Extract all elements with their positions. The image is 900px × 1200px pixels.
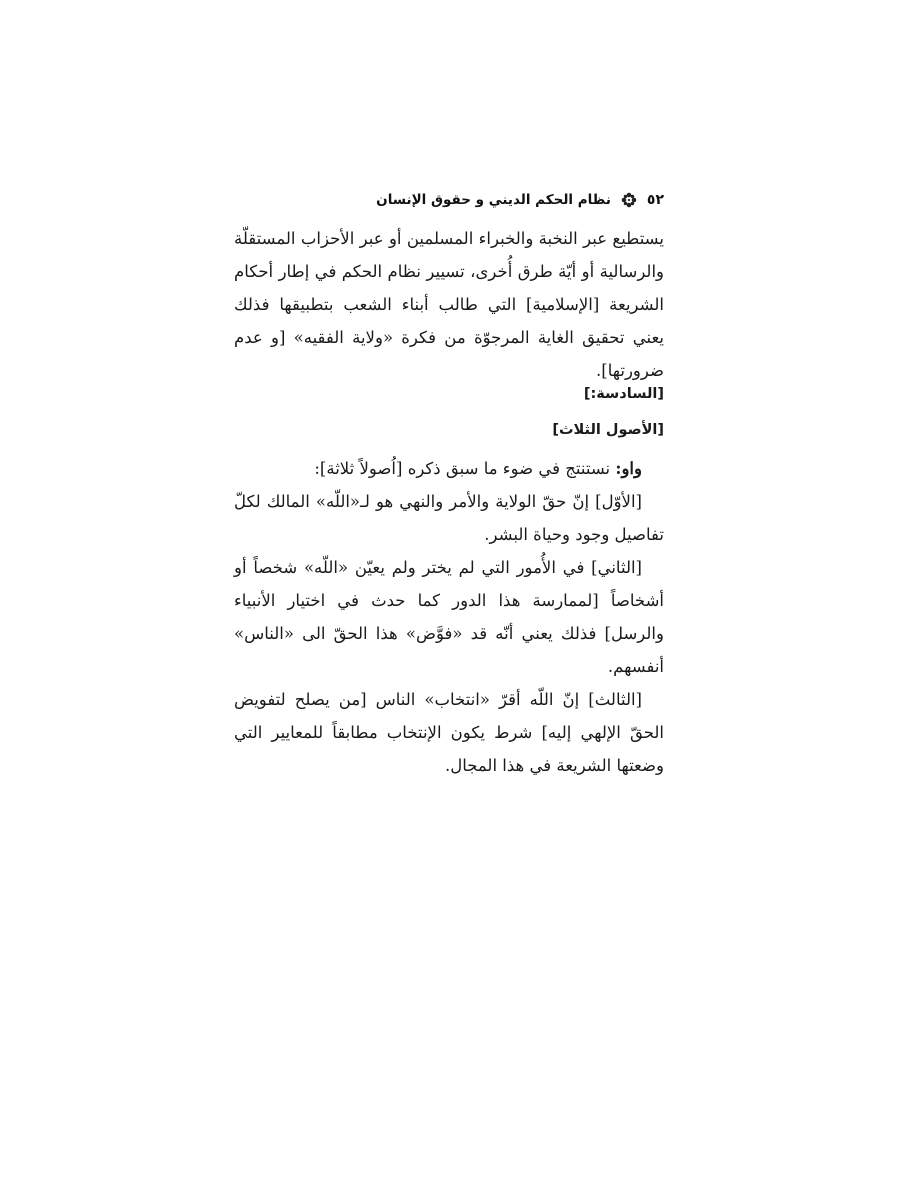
principle-third: [الثالث] إنّ اللّه أقرّ «انتخاب» الناس [من يصلح لتفويض الحقّ الإلهي إليه] شرط يكون الإنتخاب مطابقاً للمعايير التي وضعتها الشريعة في هذا المجال. xyxy=(234,690,664,775)
section-heading: [السادسة:] xyxy=(583,386,664,402)
principle-second: [الثاني] في الأُمور التي لم يختر ولم يعيّن «اللّه» شخصاً أو أشخاصاً [لممارسة هذا الدور كما حدث في اختيار الأنبياء والرسل] فذلك يعني أنّه قد «فوَّض» هذا الحقّ الى «الناس» أنفسهم. xyxy=(234,558,664,676)
page-header xyxy=(234,186,664,214)
principle-first: [الأوّل] إنّ حقّ الولاية والأمر والنهي هو لـ«اللّه» المالك لكلّ تفاصيل وجود وحياة البشر. xyxy=(234,492,664,544)
page-number: ٥٢ xyxy=(646,192,664,208)
section-subheading: [الأصول الثلاث] xyxy=(552,422,664,438)
intro-line-text: نستنتج في ضوء ما سبق ذكره [اُصولاً ثلاثة]: xyxy=(314,459,616,478)
running-title: نظام الحكم الديني و حقوق الإنسان xyxy=(376,192,611,208)
flower-ornament-icon xyxy=(621,192,637,208)
intro-paragraph: يستطيع عبر النخبة والخبراء المسلمين أو عبر الأحزاب المستقلّة والرسالية أو أيّة طرق أُخرى، تسيير نظام الحكم في إطار أحكام الشريعة [الإسلامية] التي طالب أبناء الشعب بتطبيقها فذلك يعني تحقيق الغاية المرجوّة من فكرة «ولاية الفقيه» [و عدم ضرورتها]. xyxy=(234,229,664,380)
intro-line xyxy=(234,452,664,485)
section-body xyxy=(234,452,664,782)
intro-line-lead: واو: xyxy=(615,459,642,478)
